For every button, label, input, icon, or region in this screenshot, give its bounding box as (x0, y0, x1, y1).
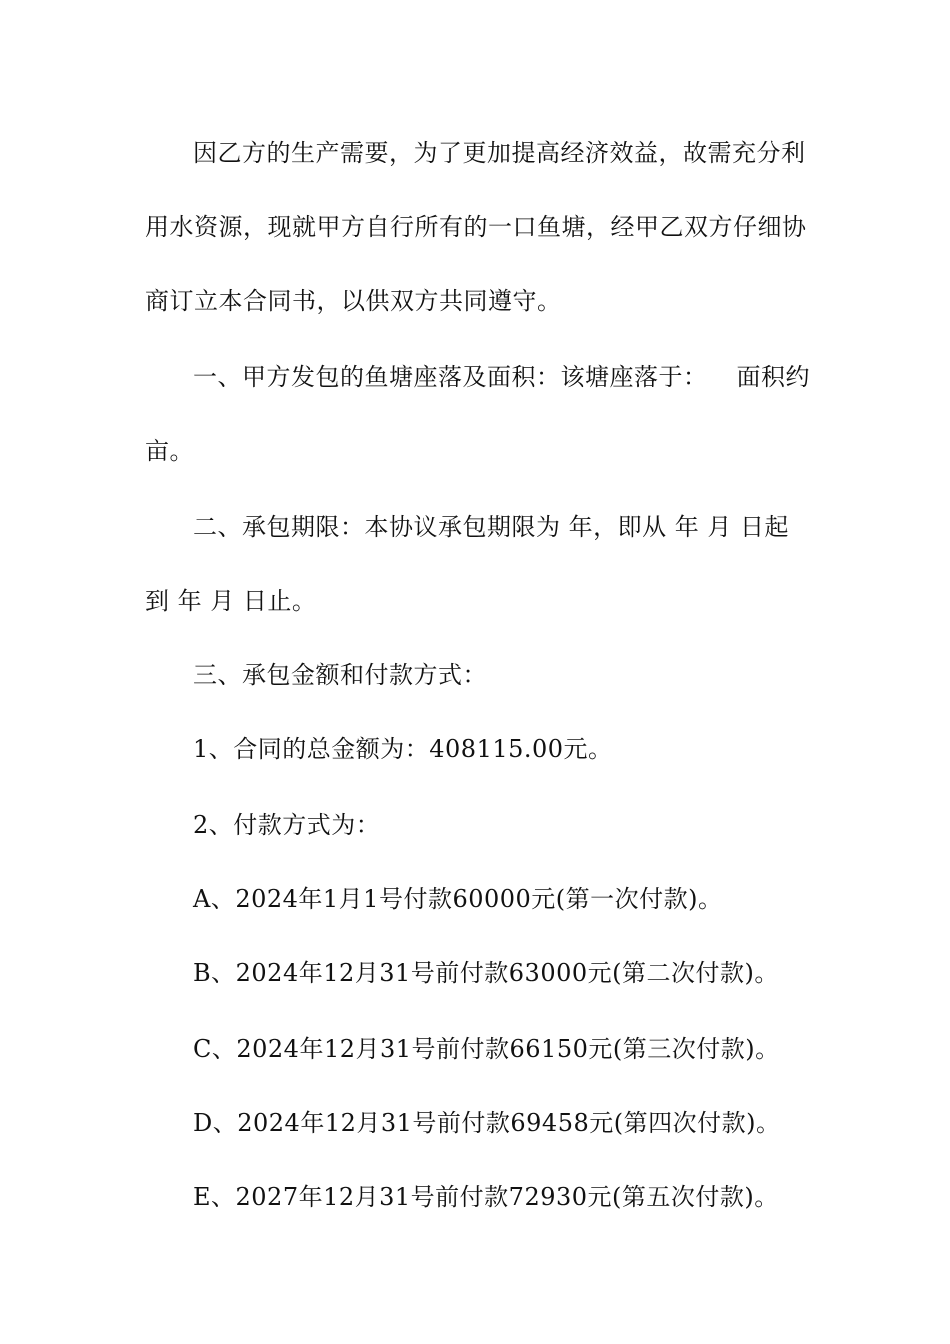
clause-3-heading: 三、承包金额和付款方式： (193, 661, 487, 689)
payment-line-b: B、2024年12月31号前付款63000元(第二次付款)。 (193, 959, 779, 987)
clause-2-line-1: 二、承包期限：本协议承包期限为 年，即从 年 月 日起 (193, 513, 790, 541)
payment-line-c: C、2024年12月31号前付款66150元(第三次付款)。 (193, 1035, 780, 1063)
clause-2-line-2: 到 年 月 日止。 (145, 587, 317, 615)
payment-line-e: E、2027年12月31号前付款72930元(第五次付款)。 (193, 1183, 779, 1211)
payment-line-a: A、2024年1月1号付款60000元(第一次付款)。 (193, 885, 723, 913)
intro-line-3: 商订立本合同书，以供双方共同遵守。 (145, 287, 562, 315)
clause-1-line-2: 亩。 (145, 437, 194, 465)
intro-line-1: 因乙方的生产需要，为了更加提高经济效益，故需充分利 (193, 139, 806, 167)
intro-line-2: 用水资源，现就甲方自行所有的一口鱼塘，经甲乙双方仔细协 (145, 213, 807, 241)
clause-1-location-text: 一、甲方发包的鱼塘座落及面积：该塘座落于： (193, 363, 708, 391)
total-amount-line: 1、合同的总金额为：408115.00元。 (193, 735, 613, 763)
clause-1-area-text: 面积约 (736, 363, 810, 391)
payment-line-d: D、2024年12月31号前付款69458元(第四次付款)。 (193, 1109, 781, 1137)
clause-1-line-1 (193, 362, 810, 392)
payment-method-line: 2、付款方式为： (193, 811, 381, 839)
